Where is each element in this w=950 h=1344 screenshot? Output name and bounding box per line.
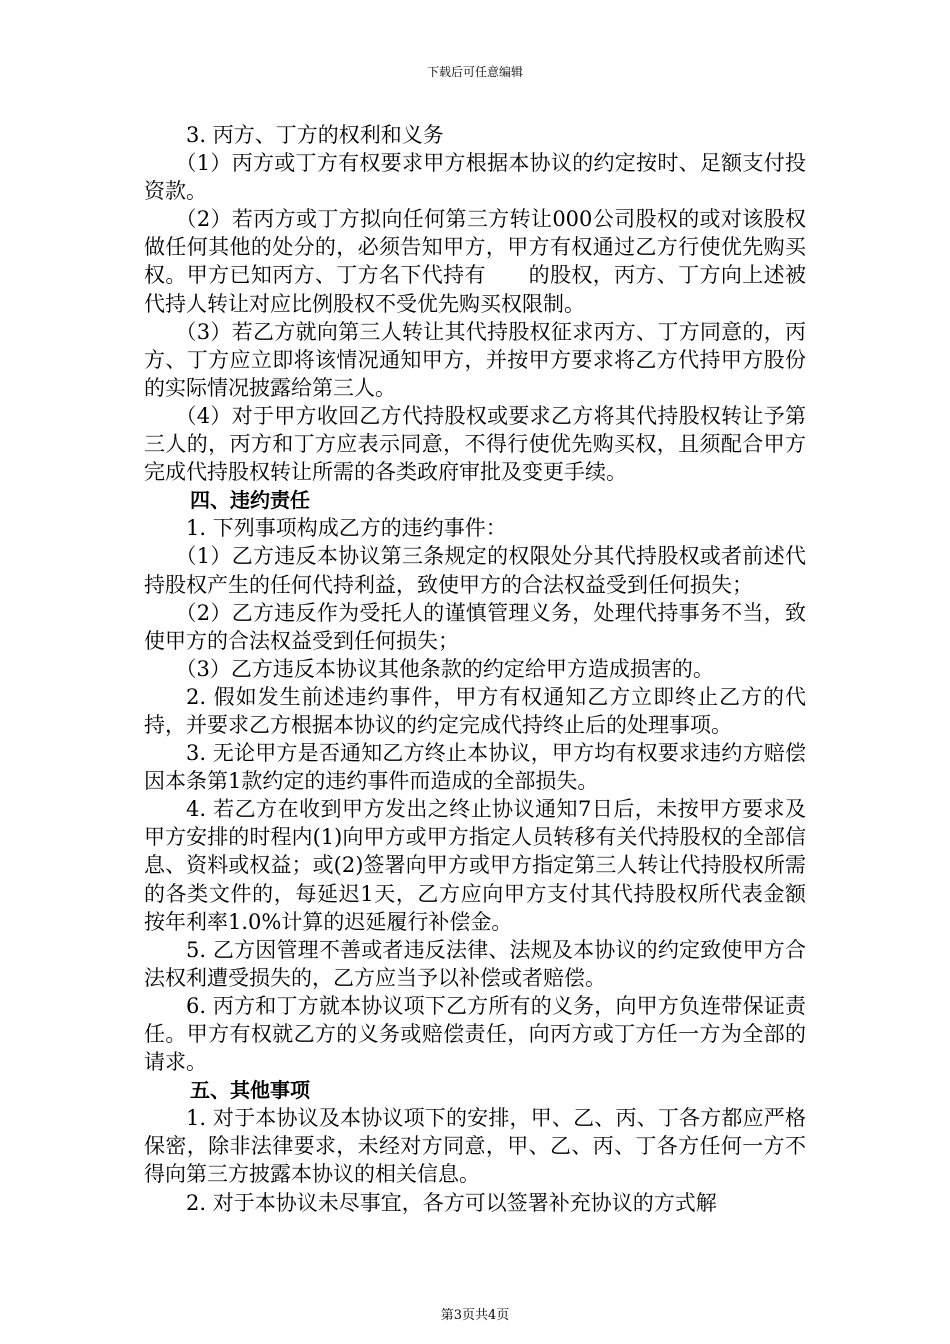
paragraph: （4）对于甲方收回乙方代持股权或要求乙方将其代持股权转让予第三人的，丙方和丁方应表示同意，不得行使优先购买权，且须配合甲方完成代持股权转让所需的各类政府审批及变更手续。 — [144, 403, 806, 485]
paragraph: （3）若乙方就向第三人转让其代持股权征求丙方、丁方同意的，丙方、丁方应立即将该情况通知甲方，并按甲方要求将乙方代持甲方股份的实际情况披露给第三人。 — [144, 319, 806, 400]
paragraph: 4. 若乙方在收到甲方发出之终止协议通知7日后，未按甲方要求及甲方安排的时程内(1)向甲方或甲方指定人员转移有关代持股权的全部信息、资料或权益；或(2)签署向甲方或甲方指定第三人转让代持股权所需的各类文件的，每延迟1天，乙方应向甲方支付其代持股权所代表金额按年利率1.0%计算的迟延履行补偿金。 — [144, 797, 806, 934]
paragraph: （1）丙方或丁方有权要求甲方根据本协议的约定按时、足额支付投资款。 — [144, 151, 806, 204]
paragraph: 5. 乙方因管理不善或者违反法律、法规及本协议的约定致使甲方合法权利遭受损失的，乙方应当予以补偿或者赔偿。 — [144, 937, 806, 990]
paragraph: （3）乙方违反本协议其他条款的约定给甲方造成损害的。 — [175, 656, 714, 681]
paragraph: 6. 丙方和丁方就本协议项下乙方所有的义务，向甲方负连带保证责任。甲方有权就乙方的义务或赔偿责任，向丙方或丁方任一方为全部的请求。 — [144, 993, 806, 1075]
paragraph: 2. 对于本协议未尽事宜，各方可以签署补充协议的方式解 — [186, 1190, 717, 1215]
document-body — [144, 121, 806, 1217]
section-heading: 五、其他事项 — [190, 1078, 310, 1103]
paragraph: 1. 对于本协议及本协议项下的安排，甲、乙、丙、丁各方都应严格保密，除非法律要求，未经对方同意，甲、乙、丙、丁各方任何一方不得向第三方披露本协议的相关信息。 — [144, 1106, 806, 1187]
clause-heading: 3. 丙方、丁方的权利和义务 — [186, 123, 444, 147]
paragraph: （2）若丙方或丁方拟向任何第三方转让000公司股权的或对该股权做任何其他的处分的，必须告知甲方，甲方有权通过乙方行使优先购买权。甲方已知丙方、丁方名下代持有 的股权，丙方、丁方向上述被代持人转让对应比例股权不受优先购买权限制。 — [144, 207, 806, 316]
paragraph: （2）乙方违反作为受托人的谨慎管理义务，处理代持事务不当，致使甲方的合法权益受到任何损失； — [144, 600, 806, 653]
page-header: 下载后可任意编辑 — [426, 65, 523, 79]
paragraph: 1. 下列事项构成乙方的违约事件： — [186, 516, 507, 541]
paragraph: 3. 无论甲方是否通知乙方终止本协议，甲方均有权要求违约方赔偿因本条第1款约定的违约事件而造成的全部损失。 — [144, 741, 806, 794]
paragraph: 2. 假如发生前述违约事件，甲方有权通知乙方立即终止乙方的代持，并要求乙方根据本协议的约定完成代持终止后的处理事项。 — [144, 684, 806, 737]
paragraph: （1）乙方违反本协议第三条规定的权限处分其代持股权或者前述代持股权产生的任何代持利益，致使甲方的合法权益受到任何损失； — [144, 544, 806, 597]
section-heading: 四、违约责任 — [190, 488, 310, 513]
page-footer: 第3页共4页 — [440, 1308, 510, 1323]
